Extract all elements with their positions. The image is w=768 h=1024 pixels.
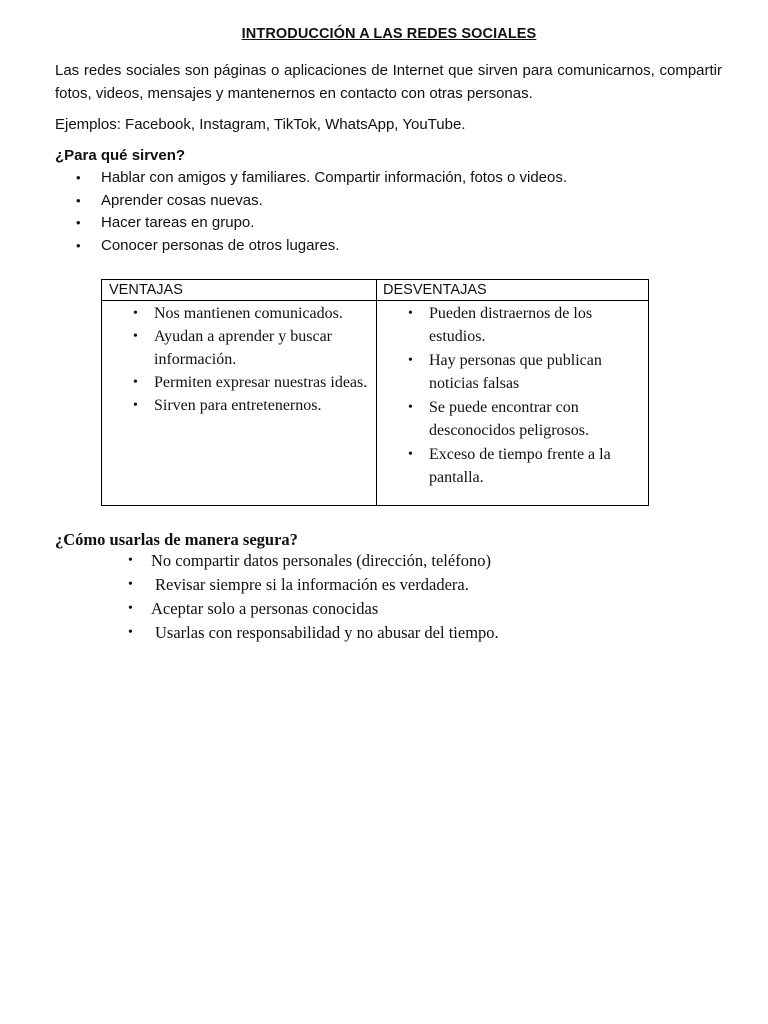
list-item: • Hablar con amigos y familiares. Compartir información, fotos o videos. bbox=[55, 167, 567, 190]
pros-cons-table bbox=[101, 279, 649, 506]
list-item: • Pueden distraernos de los estudios. bbox=[377, 302, 649, 348]
safety-list bbox=[55, 549, 499, 645]
document-title: INTRODUCCIÓN A LAS REDES SOCIALES bbox=[241, 26, 537, 42]
list-item: • Se puede encontrar con desconocidos peligrosos. bbox=[377, 396, 649, 442]
list-item: • Usarlas con responsabilidad y no abusar del tiempo. bbox=[55, 621, 499, 645]
table-header-divider bbox=[102, 300, 648, 301]
intro-paragraph: Las redes sociales son páginas o aplicaciones de Internet que sirven para comunicarnos, compartir fotos, videos, mensajes y mantenernos en contacto con otras personas. bbox=[55, 62, 722, 102]
list-item: • Ayudan a aprender y buscar información. bbox=[102, 325, 376, 371]
examples-line: Ejemplos: Facebook, Instagram, TikTok, WhatsApp, YouTube. bbox=[55, 116, 466, 133]
list-item: • Exceso de tiempo frente a la pantalla. bbox=[377, 443, 649, 489]
list-item: • Revisar siempre si la información es verdadera. bbox=[55, 573, 499, 597]
list-item: • Hacer tareas en grupo. bbox=[55, 212, 567, 235]
list-item: • Hay personas que publican noticias falsas bbox=[377, 349, 649, 395]
list-item: • No compartir datos personales (dirección, teléfono) bbox=[55, 549, 499, 573]
disadvantages-header: DESVENTAJAS bbox=[383, 282, 487, 298]
list-item: • Conocer personas de otros lugares. bbox=[55, 235, 567, 258]
list-item: • Aprender cosas nuevas. bbox=[55, 190, 567, 213]
uses-list bbox=[55, 167, 567, 257]
advantages-list bbox=[102, 302, 376, 417]
list-item: • Permiten expresar nuestras ideas. bbox=[102, 371, 376, 394]
list-item: • Nos mantienen comunicados. bbox=[102, 302, 376, 325]
safety-heading: ¿Cómo usarlas de manera segura? bbox=[55, 530, 298, 549]
list-item: • Aceptar solo a personas conocidas bbox=[55, 597, 499, 621]
list-item: • Sirven para entretenernos. bbox=[102, 394, 376, 417]
uses-heading: ¿Para qué sirven? bbox=[55, 147, 186, 164]
disadvantages-list bbox=[377, 302, 649, 490]
advantages-header: VENTAJAS bbox=[109, 282, 183, 298]
